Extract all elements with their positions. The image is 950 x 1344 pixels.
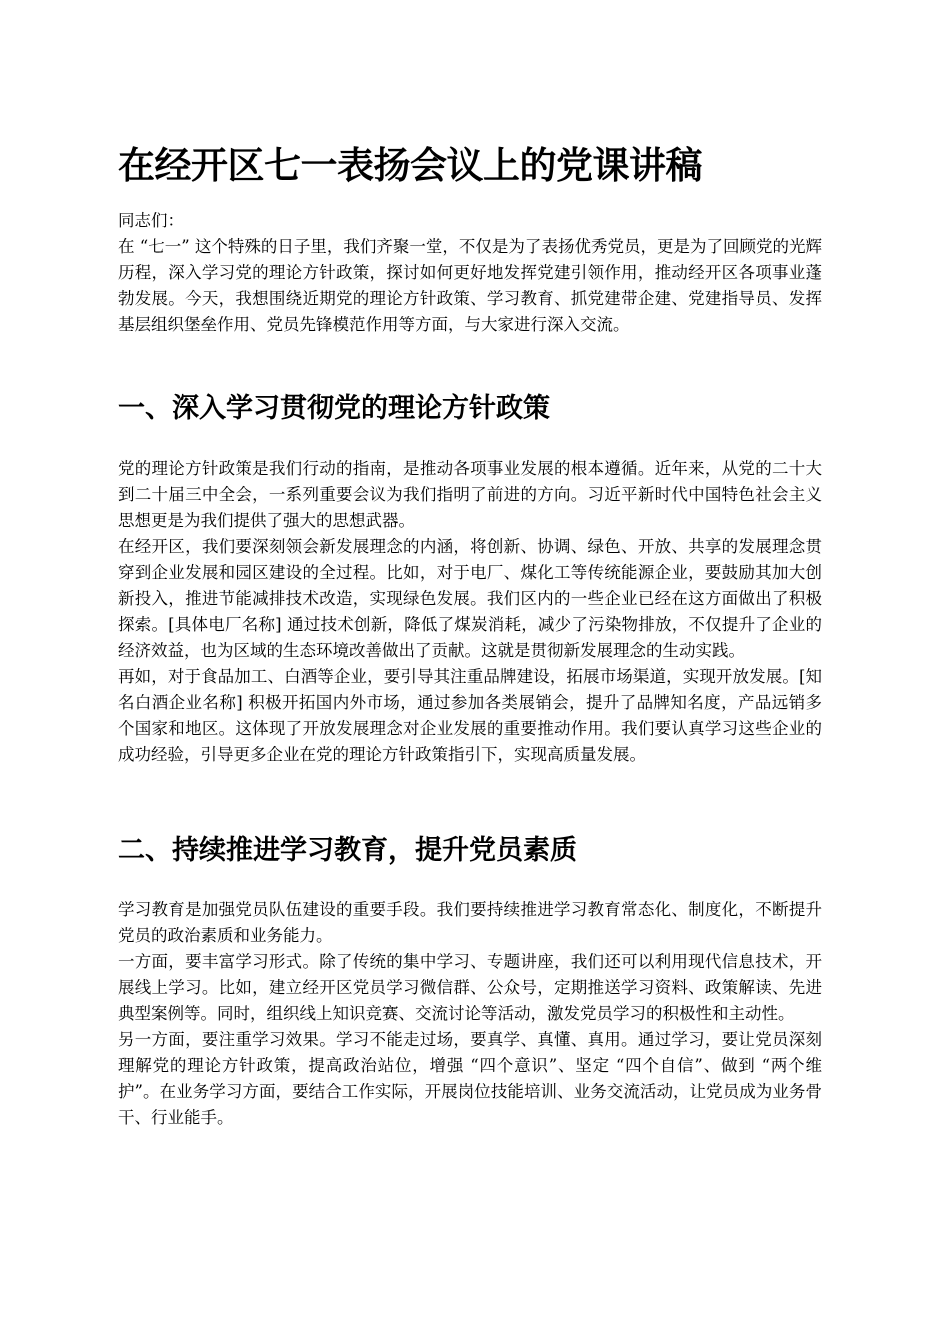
- section-2-body: [118, 897, 822, 1131]
- section-1-paragraph-1: 党的理论方针政策是我们行动的指南，是推动各项事业发展的根本遵循。近年来，从党的二十大到二十届三中全会，一系列重要会议为我们指明了前进的方向。习近平新时代中国特色社会主义思想更是为我们提供了强大的思想武器。: [118, 459, 822, 530]
- section-1-body: [118, 456, 822, 768]
- section-heading-2: 二、持续推进学习教育，提升党员素质: [118, 835, 577, 866]
- section-2-paragraph-2: 一方面，要丰富学习形式。除了传统的集中学习、专题讲座，我们还可以利用现代信息技术，开展线上学习。比如，建立经开区党员学习微信群、公众号，定期推送学习资料、政策解读、先进典型案例等。同时，组织线上知识竞赛、交流讨论等活动，激发党员学习的积极性和主动性。: [118, 952, 822, 1023]
- section-1-paragraph-3: 再如，对于食品加工、白酒等企业，要引导其注重品牌建设，拓展市场渠道，实现开放发展。[知名白酒企业名称] 积极开拓国内外市场，通过参加各类展销会，提升了品牌知名度，产品远销多个国家和地区。这体现了开放发展理念对企业发展的重要推动作用。我们要认真学习这些企业的成功经验，引导更多企业在党的理论方针政策指引下，实现高质量发展。: [118, 667, 822, 764]
- section-heading-1: 一、深入学习贯彻党的理论方针政策: [118, 393, 550, 424]
- intro-block: [118, 208, 822, 338]
- intro-paragraph: 在 “七一” 这个特殊的日子里，我们齐聚一堂，不仅是为了表扬优秀党员，更是为了回顾党的光辉历程，深入学习党的理论方针政策，探讨如何更好地发挥党建引领作用，推动经开区各项事业蓬勃发展。今天，我想围绕近期党的理论方针政策、学习教育、抓党建带企建、党建指导员、发挥基层组织堡垒作用、党员先锋模范作用等方面，与大家进行深入交流。: [118, 237, 822, 334]
- section-1-paragraph-2: 在经开区，我们要深刻领会新发展理念的内涵，将创新、协调、绿色、开放、共享的发展理念贯穿到企业发展和园区建设的全过程。比如，对于电厂、煤化工等传统能源企业，要鼓励其加大创新投入，推进节能减排技术改造，实现绿色发展。我们区内的一些企业已经在这方面做出了积极探索。[具体电厂名称] 通过技术创新，降低了煤炭消耗，减少了污染物排放，不仅提升了企业的经济效益，也为区域的生态环境改善做出了贡献。这就是贯彻新发展理念的生动实践。: [118, 537, 822, 660]
- section-2-paragraph-1: 学习教育是加强党员队伍建设的重要手段。我们要持续推进学习教育常态化、制度化，不断提升党员的政治素质和业务能力。: [118, 900, 822, 945]
- section-2-paragraph-3: 另一方面，要注重学习效果。学习不能走过场，要真学、真懂、真用。通过学习，要让党员深刻理解党的理论方针政策，提高政治站位，增强 “四个意识”、坚定 “四个自信”、做到 “两个维护”。在业务学习方面，要结合工作实际，开展岗位技能培训、业务交流活动，让党员成为业务骨干、行业能手。: [118, 1030, 822, 1127]
- document-title: 在经开区七一表扬会议上的党课讲稿: [118, 143, 702, 187]
- salutation: 同志们：: [118, 211, 184, 230]
